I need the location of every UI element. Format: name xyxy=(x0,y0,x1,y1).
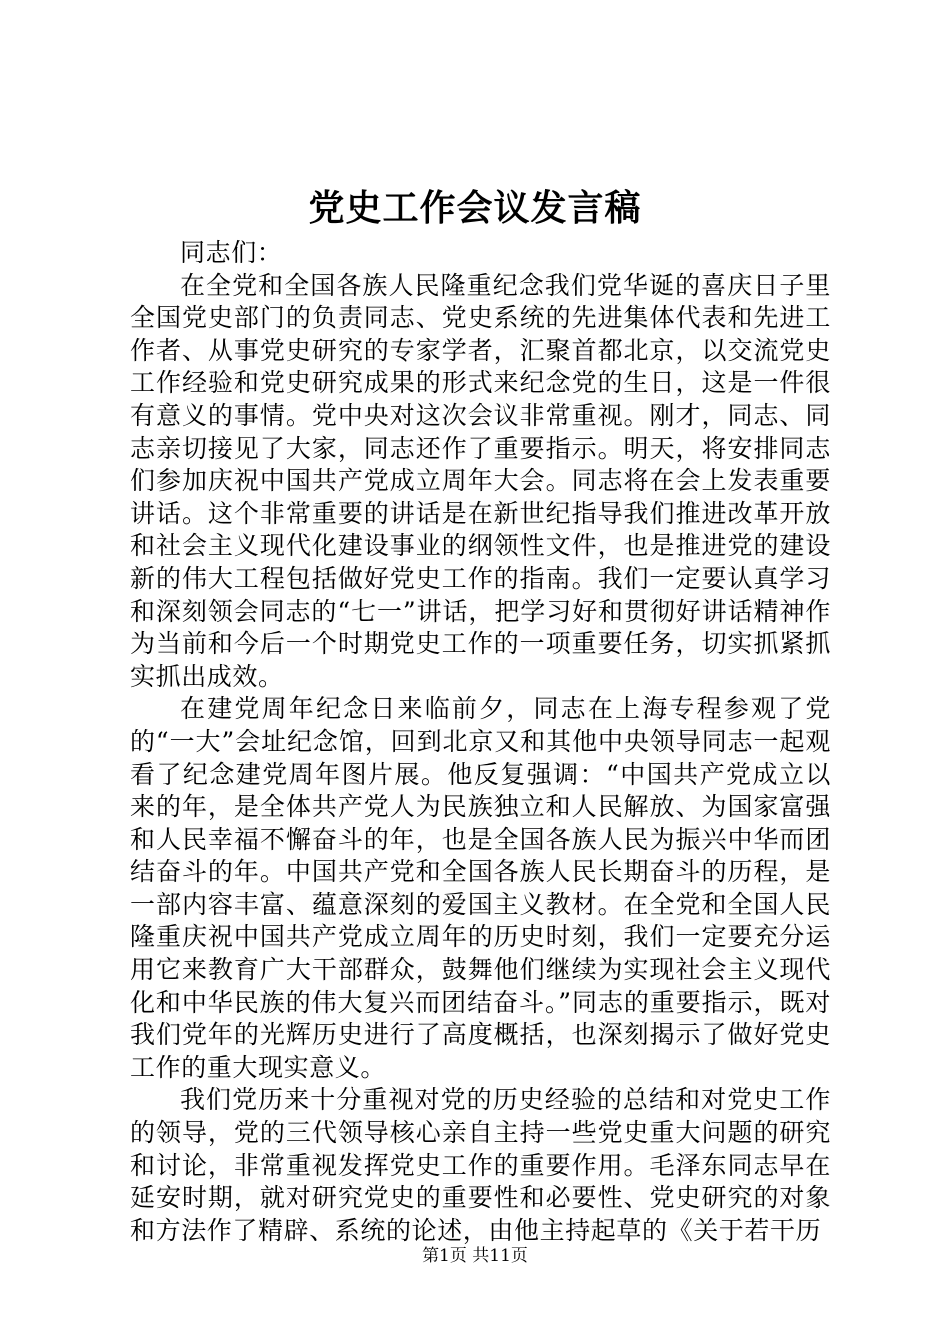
document-title: 党史工作会议发言稿 xyxy=(308,187,642,229)
paragraph: 在全党和全国各族人民隆重纪念我们党华诞的喜庆日子里全国党史部门的负责同志、党史系统的先进集体代表和先进工作者、从事党史研究的专家学者，汇聚首都北京，以交流党史工作经验和党史研究成果的形式来纪念党的生日，这是一件很有意义的事情。党中央对这次会议非常重视。刚才，同志、同志亲切接见了大家，同志还作了重要指示。明天，将安排同志们参加庆祝中国共产党成立周年大会。同志将在会上发表重要讲话。这个非常重要的讲话是在新世纪指导我们推进改革开放和社会主义现代化建设事业的纲领性文件，也是推进党的建设新的伟大工程包括做好党史工作的指南。我们一定要认真学习和深刻领会同志的“七一”讲话，把学习好和贯彻好讲话精神作为当前和今后一个时期党史工作的一项重要任务，切实抓紧抓实抓出成效。 xyxy=(130,270,831,691)
document-body xyxy=(130,237,831,1247)
page-footer: 第1页 共11页 xyxy=(422,1246,528,1266)
paragraph: 我们党历来十分重视对党的历史经验的总结和对党史工作的领导，党的三代领导核心亲自主持一些党史重大问题的研究和讨论，非常重视发挥党史工作的重要作用。毛泽东同志早在延安时期，就对研究党史的重要性和必要性、党史研究的对象和方法作了精辟、系统的论述，由他主持起草的《关于若干历 xyxy=(130,1085,831,1245)
salutation: 同志们： xyxy=(180,238,283,267)
paragraph: 在建党周年纪念日来临前夕，同志在上海专程参观了党的“一大”会址纪念馆，回到北京又和其他中央领导同志一起观看了纪念建党周年图片展。他反复强调：“中国共产党成立以来的年，是全体共产党人为民族独立和人民解放、为国家富强和人民幸福不懈奋斗的年，也是全国各族人民为振兴中华而团结奋斗的年。中国共产党和全国各族人民长期奋斗的历程，是一部内容丰富、蕴意深刻的爱国主义教材。在全党和全国人民隆重庆祝中国共产党成立周年的历史时刻，我们一定要充分运用它来教育广大干部群众，鼓舞他们继续为实现社会主义现代化和中华民族的伟大复兴而团结奋斗。”同志的重要指示，既对我们党年的光辉历史进行了高度概括，也深刻揭示了做好党史工作的重大现实意义。 xyxy=(130,694,831,1082)
